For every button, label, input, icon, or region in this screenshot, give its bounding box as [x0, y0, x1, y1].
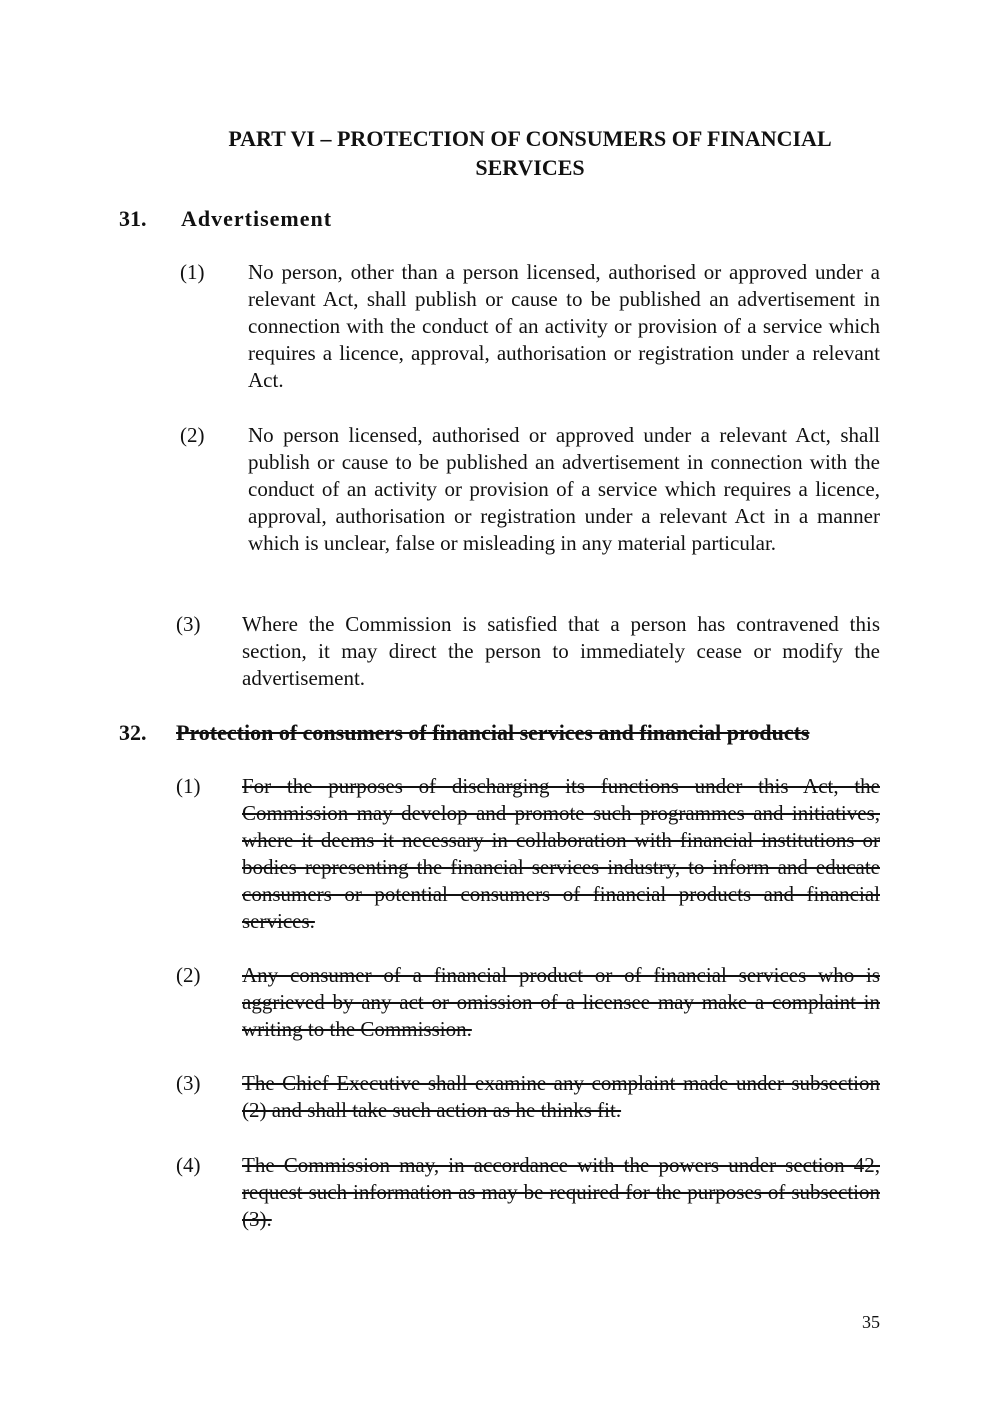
paragraph-text: Any consumer of a financial product or of financial services who is aggrieved by any act or omission of a licensee may make a complaint in writing to the Commission.: [242, 963, 880, 1041]
section-32-paragraph-4: [176, 1152, 880, 1233]
section-32-paragraph-3: [176, 1070, 880, 1124]
section-31-paragraph-2: [180, 422, 880, 584]
section-31-number: 31.: [119, 206, 147, 231]
paragraph-text: The Chief Executive shall examine any complaint made under subsection (2) and shall take such action as he thinks fit.: [242, 1071, 880, 1122]
section-32-paragraph-2: [176, 962, 880, 1043]
section-32-heading: [119, 719, 880, 746]
paragraph-number: (1): [176, 774, 201, 798]
paragraph-number: (3): [176, 612, 201, 636]
paragraph-text: The Commission may, in accordance with the powers under section 42, request such information as may be required for the purposes of subsection (3).: [242, 1153, 880, 1231]
paragraph-text: Where the Commission is satisfied that a person has contravened this section, it may direct the person to immediately cease or modify the advertisement.: [242, 612, 880, 690]
paragraph-number: (2): [180, 423, 205, 447]
section-31-paragraph-3: [176, 611, 880, 692]
section-31-paragraph-1: [180, 259, 880, 394]
section-31-title: Advertisement: [181, 206, 333, 231]
section-32-number: 32.: [119, 720, 147, 745]
paragraph-text: No person, other than a person licensed, authorised or approved under a relevant Act, shall publish or cause to be published an advertisement in connection with the conduct of an activity or provision of a service which requires a licence, approval, authorisation or registration under a relevant Act.: [248, 260, 880, 392]
paragraph-number: (4): [176, 1153, 201, 1177]
section-32-title: Protection of consumers of financial services and financial products: [176, 720, 810, 745]
page-number: 35: [862, 1312, 880, 1332]
section-31-heading: [119, 205, 332, 232]
paragraph-number: (1): [180, 260, 205, 284]
paragraph-number: (3): [176, 1071, 201, 1095]
paragraph-text: No person licensed, authorised or approved under a relevant Act, shall publish or cause to be published an advertisement in connection with the conduct of an activity or provision of a service which requires a licence, approval, authorisation or registration under a relevant Act in a manner which is unclear, false or misleading in any material particular.: [248, 423, 880, 555]
part-title: PART VI – PROTECTION OF CONSUMERS OF FINANCIAL SERVICES: [228, 126, 832, 180]
paragraph-text: For the purposes of discharging its functions under this Act, the Commission may develop and promote such programmes and initiatives, where it deems it necessary in collaboration with financial institutions or bodies representing the financial services industry, to inform and educate consumers or potential consumers of financial products and financial services.: [242, 774, 880, 933]
paragraph-number: (2): [176, 963, 201, 987]
section-32-paragraph-1: [176, 773, 880, 935]
